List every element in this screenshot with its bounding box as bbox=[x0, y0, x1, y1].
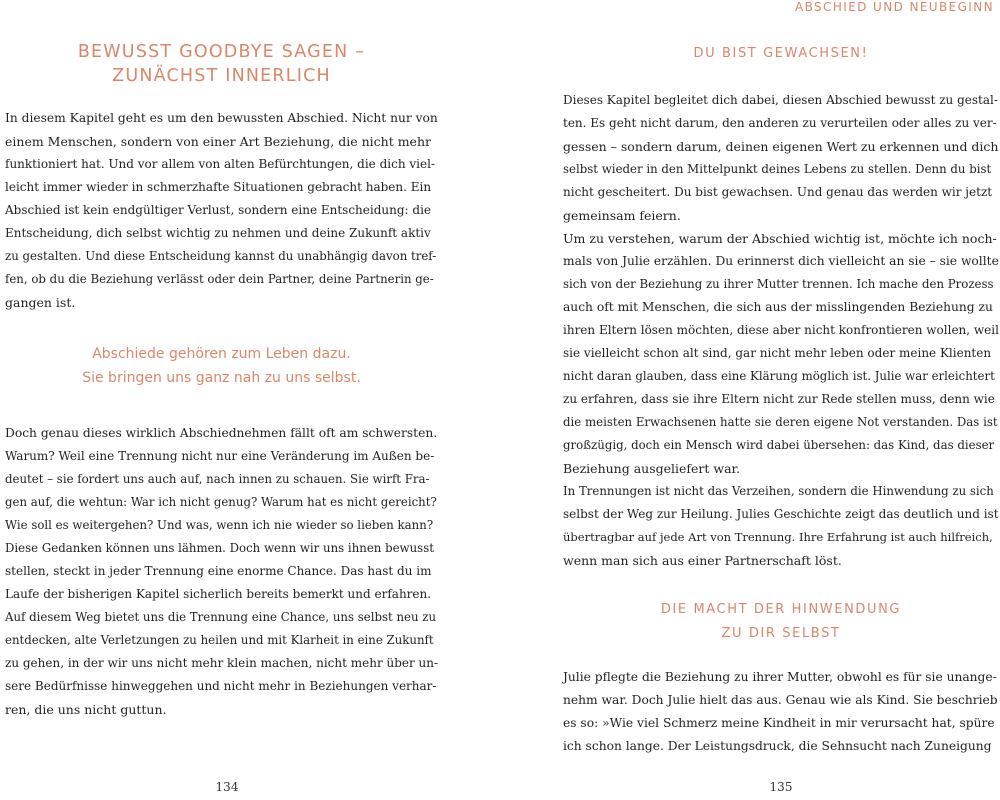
text-line: ihren Eltern lösen möchten, diese aber nicht konfrontieren wollen, weil bbox=[563, 323, 999, 337]
pull-quote-line: Abschiede gehören zum Leben dazu. bbox=[92, 346, 351, 362]
text-line: übertragbar auf jede Art von Trennung. Ihre Erfahrung ist auch hilfreich, bbox=[563, 530, 993, 544]
text-line: Dieses Kapitel begleitet dich dabei, diesen Abschied bewusst zu gestal- bbox=[563, 93, 998, 107]
body-paragraph bbox=[563, 666, 999, 758]
text-line: deutet – sie fordert uns auch auf, nach innen zu schauen. Sie wirft Fra- bbox=[5, 472, 430, 486]
pull-quote bbox=[5, 342, 438, 390]
body-paragraph bbox=[5, 422, 438, 721]
text-line: es so: »Wie viel Schmerz meine Kindheit in mir verursacht hat, spüre bbox=[563, 716, 995, 730]
text-line: gen auf, die wehtun: War ich nicht genug? Warum hat es nicht gereicht? bbox=[5, 495, 437, 509]
body-paragraph bbox=[5, 107, 438, 314]
text-line: ren, die uns nicht guttun. bbox=[5, 702, 167, 717]
text-line: Julie pflegte die Beziehung zu ihrer Mutter, obwohl es für sie unange- bbox=[563, 670, 997, 684]
section-heading bbox=[563, 42, 999, 66]
right-page bbox=[563, 0, 999, 800]
text-line: sich von der Beziehung zu ihrer Mutter trennen. Ich mache den Prozess bbox=[563, 277, 994, 291]
body-paragraph bbox=[563, 89, 999, 227]
text-line: Auf diesem Weg bietet uns die Trennung eine Chance, uns selbst neu zu bbox=[5, 610, 437, 624]
text-line: einem Menschen, sondern von einer Art Beziehung, die nicht mehr bbox=[5, 134, 431, 149]
body-paragraph bbox=[563, 480, 999, 572]
section-heading bbox=[563, 598, 999, 646]
text-line: stellen, steckt in jeder Trennung eine enorme Chance. Das hast du im bbox=[5, 564, 432, 578]
text-line: selbst wieder in den Mittelpunkt deines Lebens zu stellen. Denn du bist bbox=[563, 162, 992, 176]
left-page bbox=[5, 0, 438, 800]
text-line: gangen ist. bbox=[5, 295, 76, 310]
text-line: Entscheidung, dich selbst wichtig zu nehmen und deine Zukunft aktiv bbox=[5, 226, 431, 240]
text-line: fen, ob du die Beziehung verlässt oder dein Partner, deine Partnerin ge- bbox=[5, 272, 434, 286]
chapter-heading-line: BEWUSST GOODBYE SAGEN – bbox=[77, 42, 366, 62]
text-line: auch oft mit Menschen, die sich aus der misslingenden Beziehung zu bbox=[563, 300, 993, 314]
text-line: In diesem Kapitel geht es um den bewussten Abschied. Nicht nur von bbox=[5, 111, 438, 125]
text-line: Beziehung ausgeliefert war. bbox=[563, 461, 741, 476]
text-line: gessen – sondern darum, deinen eigenen Wert zu erkennen und dich bbox=[563, 139, 999, 154]
text-line: Laufe der bisherigen Kapitel sicherlich bereits bemerkt und erfahren. bbox=[5, 587, 432, 601]
text-line: leicht immer wieder in schmerzhafte Situationen gebracht haben. Ein bbox=[5, 180, 432, 194]
section-heading-line: ZU DIR SELBST bbox=[721, 626, 841, 641]
text-line: nicht gescheitert. Du bist gewachsen. Und genau das werden wir jetzt bbox=[563, 185, 993, 199]
text-line: Wie soll es weitergehen? Und was, wenn ich nie wieder so lieben kann? bbox=[5, 518, 434, 532]
chapter-heading-line: ZUNÄCHST INNERLICH bbox=[112, 66, 331, 86]
text-line: Warum? Weil eine Trennung nicht nur eine Veränderung im Außen be- bbox=[5, 449, 435, 463]
text-line: Doch genau dieses wirklich Abschiednehmen fällt oft am schwersten. bbox=[5, 426, 438, 440]
text-line: zu erfahren, dass sie ihre Eltern nicht zur Rede stellen muss, denn wie bbox=[563, 392, 995, 406]
text-line: Diese Gedanken können uns lähmen. Doch wenn wir uns ihnen bewusst bbox=[5, 541, 434, 555]
pull-quote-line: Sie bringen uns ganz nah zu uns selbst. bbox=[82, 370, 361, 386]
text-line: ich schon lange. Der Leistungsdruck, die Sehnsucht nach Zuneigung bbox=[563, 739, 992, 753]
section-heading-line: DIE MACHT DER HINWENDUNG bbox=[660, 602, 902, 617]
text-line: ten. Es geht nicht darum, den anderen zu verurteilen oder alles zu ver- bbox=[563, 116, 997, 130]
page-number: 135 bbox=[769, 780, 793, 794]
text-line: nehm war. Doch Julie hielt das aus. Genau wie als Kind. Sie beschrieb bbox=[563, 693, 998, 707]
body-paragraph bbox=[563, 227, 999, 480]
text-line: mals von Julie erzählen. Du erinnerst dich vielleicht an sie – sie wollte bbox=[563, 254, 999, 268]
text-line: sie vielleicht schon alt sind, gar nicht mehr leben oder meine Klienten bbox=[563, 346, 992, 360]
text-line: gemeinsam feiern. bbox=[563, 208, 681, 223]
text-line: nicht daran glauben, dass eine Klärung möglich ist. Julie war erleichtert bbox=[563, 369, 995, 383]
page-number: 134 bbox=[215, 780, 239, 794]
text-line: Abschied ist kein endgültiger Verlust, sondern eine Entscheidung: die bbox=[5, 203, 432, 217]
text-line: funktioniert hat. Und vor allem von alten Befürchtungen, die dich viel- bbox=[5, 157, 435, 171]
text-line: entdecken, alte Verletzungen zu heilen und mit Klarheit in eine Zukunft bbox=[5, 633, 434, 647]
text-line: zu gehen, in der wir uns nicht mehr klein machen, nicht mehr über un- bbox=[5, 656, 439, 670]
text-line: sere Bedürfnisse hinweggehen und nicht mehr in Beziehungen verhar- bbox=[5, 679, 437, 693]
running-head: ABSCHIED UND NEUBEGINN bbox=[795, 0, 994, 14]
text-line: wenn man sich aus einer Partnerschaft löst. bbox=[563, 553, 842, 568]
section-heading-line: DU BIST GEWACHSEN! bbox=[693, 46, 869, 61]
text-line: Um zu verstehen, warum der Abschied wichtig ist, möchte ich noch- bbox=[563, 231, 997, 246]
text-line: die meisten Erwachsenen hatte sie deren eigene Not verstanden. Das ist bbox=[563, 415, 998, 429]
chapter-heading bbox=[5, 40, 438, 88]
text-line: zu gestalten. Und diese Entscheidung kannst du unabhängig davon tref- bbox=[5, 249, 437, 263]
text-line: großzügig, doch ein Mensch wird dabei übersehen: das Kind, das dieser bbox=[563, 438, 995, 452]
text-line: In Trennungen ist nicht das Verzeihen, sondern die Hinwendung zu sich bbox=[563, 484, 994, 498]
text-line: selbst der Weg zur Heilung. Julies Geschichte zeigt das deutlich und ist bbox=[563, 507, 999, 521]
